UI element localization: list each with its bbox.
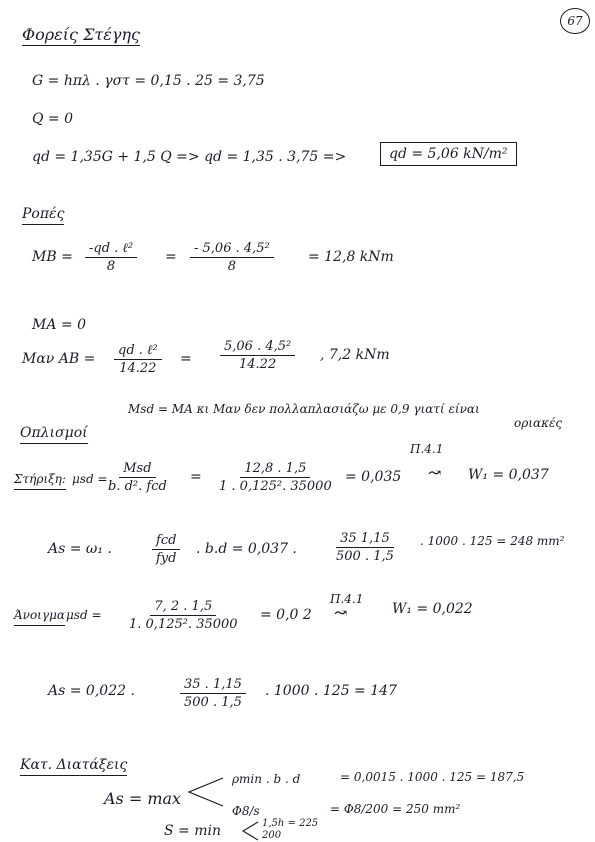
support-arrow-icon: ↝ bbox=[428, 463, 442, 482]
mb-frac-symbolic-num: -qd . ℓ² bbox=[85, 240, 137, 258]
support-frac-numeric-den: 1 . 0,125². 35000 bbox=[219, 479, 332, 494]
man-frac-symbolic-num: qd . ℓ² bbox=[114, 342, 162, 360]
man-frac-symbolic-den: 14.22 bbox=[119, 361, 157, 376]
detailing-s-lhs: S = min bbox=[164, 823, 221, 839]
page-number: 67 bbox=[560, 8, 590, 34]
mb-equals: = bbox=[165, 249, 177, 265]
support-table-ref: Π.4.1 bbox=[410, 442, 444, 456]
span-label: Άνοιγμα bbox=[14, 606, 65, 626]
support-frac-symbolic bbox=[104, 460, 171, 495]
ma-line: MA = 0 bbox=[32, 317, 86, 333]
mb-frac-symbolic bbox=[85, 240, 137, 275]
man-lhs: Mαν AB = bbox=[22, 351, 96, 367]
mb-lhs: MB = bbox=[32, 249, 73, 265]
mb-frac-numeric bbox=[190, 240, 274, 275]
detailing-row1-left: ρmin . b . d bbox=[232, 772, 301, 786]
span-frac-den: 1. 0,125². 35000 bbox=[129, 617, 238, 632]
support-as-result: . 1000 . 125 = 248 mm² bbox=[420, 534, 565, 548]
support-mu-value: = 0,035 bbox=[345, 469, 402, 485]
support-frac-numeric bbox=[215, 460, 336, 495]
span-mu: μsd = bbox=[66, 608, 102, 622]
min-brace-icon bbox=[240, 820, 260, 842]
load-q-line: Q = 0 bbox=[32, 111, 74, 127]
note-line1: Msd = MA κι Mαν δεν πολλαπλασιάζω με 0,9 γιατί είναι bbox=[128, 402, 480, 416]
load-qd-line: qd = 1,35G + 1,5 Q => qd = 1,35 . 3,75 => bbox=[32, 149, 347, 165]
man-frac-numeric-den: 14.22 bbox=[239, 357, 277, 372]
support-as-lhs: As = ω₁ . bbox=[48, 541, 112, 557]
detailing-s-row2: 200 bbox=[262, 830, 282, 841]
man-frac-numeric-num: 5,06 . 4,5² bbox=[220, 338, 295, 356]
support-frac-symbolic-den: b. d². fcd bbox=[108, 479, 167, 494]
detailing-heading: Κατ. Διατάξεις bbox=[20, 756, 127, 776]
span-frac bbox=[125, 598, 242, 633]
detailing-row2-right: = Φ8/200 = 250 mm² bbox=[330, 802, 461, 816]
man-result: , 7,2 kNm bbox=[320, 347, 390, 363]
detailing-as-lhs: As = max bbox=[104, 789, 182, 808]
span-arrow-icon: ↝ bbox=[334, 603, 348, 622]
span-frac-num: 7, 2 . 1,5 bbox=[150, 598, 216, 616]
support-as-frac-strength bbox=[152, 532, 180, 567]
reinforcement-heading: Οπλισμοί bbox=[20, 424, 88, 444]
max-brace-icon bbox=[185, 774, 225, 810]
span-as-result: . 1000 . 125 = 147 bbox=[265, 683, 397, 699]
span-table-ref: Π.4.1 bbox=[330, 592, 364, 606]
man-frac-numeric bbox=[220, 338, 295, 373]
man-frac-symbolic bbox=[114, 342, 162, 377]
moments-heading: Ροπές bbox=[22, 205, 64, 225]
span-as-frac-den: 500 . 1,5 bbox=[184, 695, 242, 710]
support-mu: μsd = bbox=[72, 472, 108, 486]
mb-frac-symbolic-den: 8 bbox=[106, 259, 116, 274]
note-line2: οριακές bbox=[514, 416, 563, 430]
man-equals: = bbox=[180, 351, 192, 367]
span-mu-value: = 0,0 2 bbox=[260, 607, 312, 623]
support-w-value: W₁ = 0,037 bbox=[468, 467, 549, 483]
detailing-row2-left: Φ8/s bbox=[232, 804, 260, 818]
mb-frac-numeric-den: 8 bbox=[227, 259, 237, 274]
load-qd-result: qd = 5,06 kN/m² bbox=[380, 142, 517, 166]
span-as-lhs: As = 0,022 . bbox=[48, 683, 135, 699]
support-as-frac-numeric-den: 500 . 1,5 bbox=[336, 549, 394, 564]
support-label: Στήριξη: bbox=[14, 470, 66, 490]
span-as-frac bbox=[180, 676, 246, 711]
support-as-frac-strength-den: fyd bbox=[156, 551, 177, 566]
support-frac-symbolic-num: Msd bbox=[119, 460, 155, 478]
mb-result: = 12,8 kNm bbox=[308, 249, 394, 265]
page-title: Φορείς Στέγης bbox=[22, 25, 140, 44]
detailing-row1-right: = 0,0015 . 1000 . 125 = 187,5 bbox=[340, 770, 525, 784]
load-g-line: G = hπλ . γστ = 0,15 . 25 = 3,75 bbox=[32, 73, 265, 89]
support-frac-numeric-num: 12,8 . 1,5 bbox=[240, 460, 310, 478]
span-as-frac-num: 35 . 1,15 bbox=[180, 676, 246, 694]
span-w-value: W₁ = 0,022 bbox=[392, 601, 473, 617]
detailing-s-row1: 1,5h = 225 bbox=[262, 818, 319, 829]
support-as-frac-numeric-num: 35 1,15 bbox=[336, 530, 394, 548]
support-as-frac-numeric bbox=[332, 530, 398, 565]
mb-frac-numeric-num: - 5,06 . 4,5² bbox=[190, 240, 274, 258]
support-as-mid: . b.d = 0,037 . bbox=[196, 541, 297, 557]
support-equals: = bbox=[190, 469, 202, 485]
support-as-frac-strength-num: fcd bbox=[152, 532, 180, 550]
